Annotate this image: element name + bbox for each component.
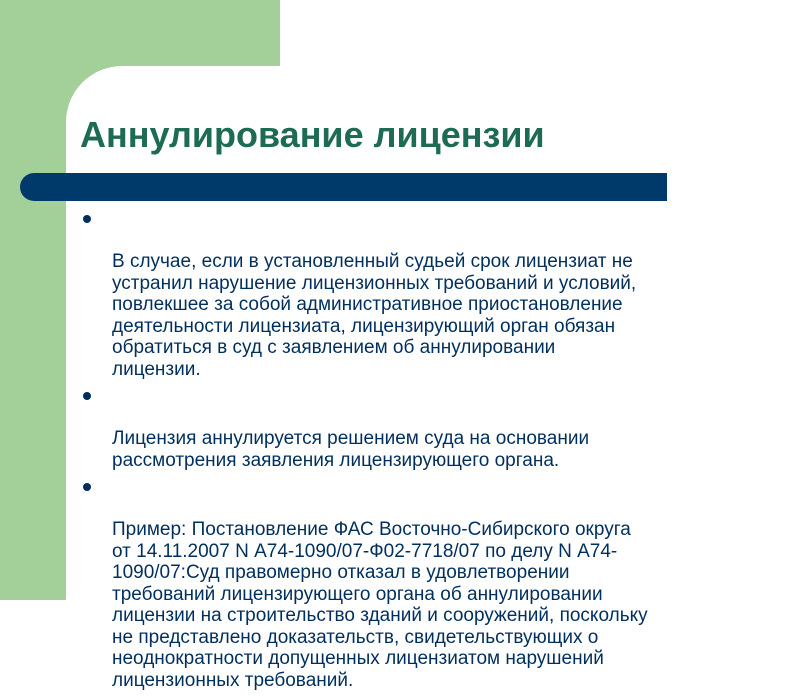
- slide-title: Аннулирование лицензии: [80, 114, 545, 155]
- bullet-item-court-decision: [80, 385, 750, 471]
- bullet-item-annulment-case: [80, 208, 750, 380]
- bullet-icon: [83, 392, 91, 400]
- background-green-left: [0, 0, 66, 600]
- bullet-item-example: [80, 476, 750, 691]
- title-underline-bar: [20, 173, 667, 201]
- bullet-text: Лицензия аннулируется решением суда на основании рассмотрения заявления лицензирующего органа.: [112, 428, 590, 471]
- bullet-text: В случае, если в установленный судьей срок лицензиат не устранил нарушение лицензионных требований и условий, повлекшее за собой административное приостановление деятельности лицензиата, лицензирующий орган обязан обратиться в суд с заявлением об аннулировании лицензии.: [112, 251, 637, 380]
- bullet-icon: [83, 215, 91, 223]
- bullet-icon: [83, 483, 91, 491]
- bullet-list: [80, 208, 750, 696]
- bullet-text: Пример: Постановление ФАС Восточно-Сибирского округа от 14.11.2007 N А74-1090/07-Ф02-7718/07 по делу N А74- 1090/07:Суд правомерно отказал в удовлетворении требований лицензирующего органа об аннулировании лицензии на строительство зданий и сооружений, поскольку не представлено доказательств, свидетельствующих о неоднократности допущенных лицензиатом нарушений лицензионных требований.: [112, 519, 648, 691]
